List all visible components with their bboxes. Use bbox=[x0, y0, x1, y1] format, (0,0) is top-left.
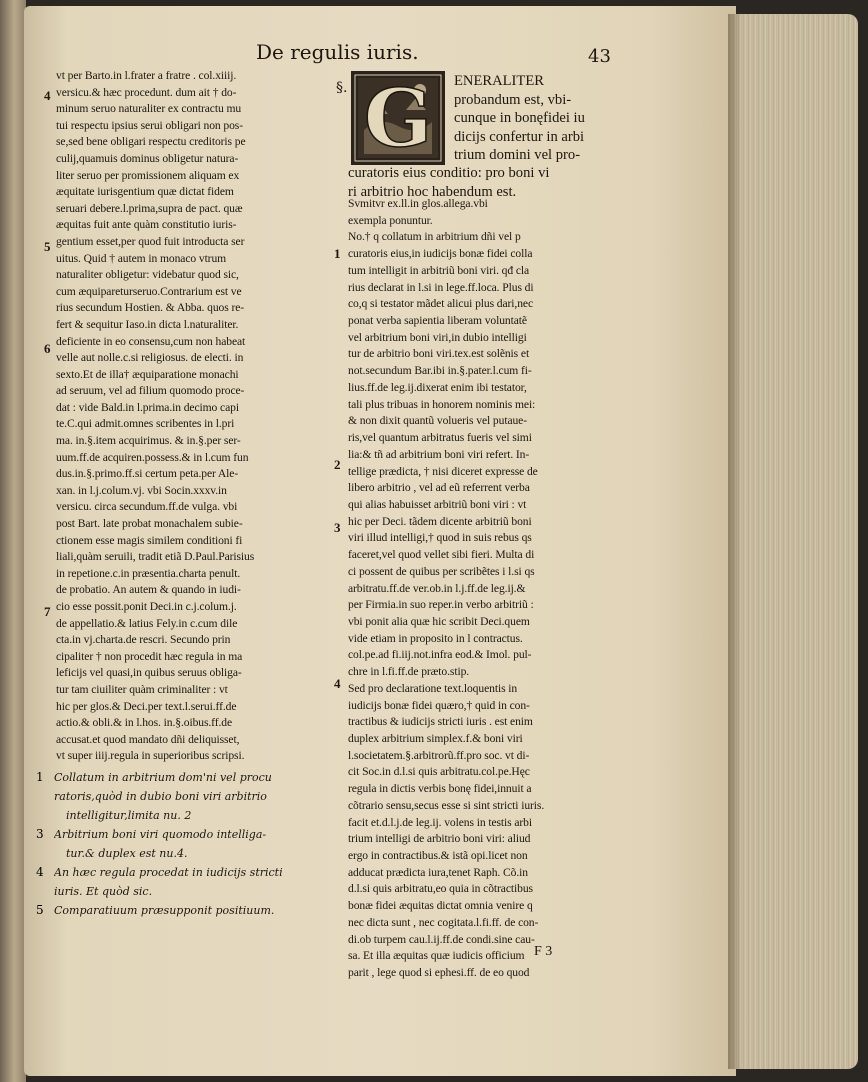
summary-line: intelligitur,limita nu. 2 bbox=[66, 809, 192, 822]
text-line: dus.in.§.primo.ff.si certum peta.per Ale- bbox=[56, 467, 239, 481]
margin-number: 5 bbox=[44, 239, 51, 254]
text-line: vt per Barto.in l.frater a fratre . col.xiiij. bbox=[56, 69, 237, 82]
text-line: not.secundum Bar.ibi in.§.pater.l.cum fi- bbox=[348, 364, 532, 378]
text-line: leficijs vel quasi,in quibus seruus obliga- bbox=[56, 666, 242, 680]
text-line: viri illud intelligi,† quod in suis rebus qs bbox=[348, 531, 532, 545]
summaria-block bbox=[36, 768, 324, 920]
text-line: Svmitvr ex.ll.in glos.allega.vbi bbox=[348, 197, 488, 210]
text-line: regula in dictis verbis bonę fidei,innuit a bbox=[348, 782, 532, 796]
text-line: naturaliter obligetur: videbatur quod sic, bbox=[56, 268, 239, 282]
initial-letter: G bbox=[363, 71, 433, 165]
text-line: versicu.& hæc procedunt. dum ait † do- bbox=[56, 85, 237, 99]
text-line: parit , lege quod si ephesi.ff. de eo quod bbox=[348, 966, 530, 980]
text-line: vbi ponit alia quæ hic scribit Deci.quem bbox=[348, 614, 530, 628]
summary-line: Collatum in arbitrium dom'ni vel procu bbox=[54, 771, 272, 784]
heading-line: dicijs confertur in arbi bbox=[454, 128, 585, 145]
summary-line: Comparatiuum præsupponit positiuum. bbox=[54, 904, 275, 917]
text-line: deficiente in eo consensu,cum non habeat bbox=[56, 334, 246, 348]
text-line: tellige prædicta, † nisi diceret expresse de bbox=[348, 464, 538, 478]
text-line: curatoris eius,in iudicijs bonæ fidei colla bbox=[348, 247, 533, 261]
text-line: lius.ff.de leg.ij.dixerat enim ibi testator, bbox=[348, 380, 527, 394]
text-line: nec dicta sunt , nec cogitata.l.fi.ff. de con- bbox=[348, 915, 539, 929]
signature-mark: F 3 bbox=[534, 944, 553, 959]
text-line: culij,quamuis dominus obligetur natura- bbox=[56, 151, 239, 165]
text-line: vel arbitrium boni viri,in dubio intelligi bbox=[348, 330, 527, 344]
summary-number: 4 bbox=[36, 865, 44, 879]
text-line: ergo in contractibus.& istã opi.licet non bbox=[348, 849, 528, 863]
heading-line: ENERALITER bbox=[454, 73, 544, 89]
summary-number: 3 bbox=[36, 827, 44, 841]
text-line: tali plus tribuas in honorem nominis mei: bbox=[348, 397, 536, 411]
summary-line: ratoris,quòd in dubio boni viri arbitrio bbox=[54, 790, 267, 803]
text-line: cta.in vj.charta.de rescri. Secundo prin bbox=[56, 633, 231, 647]
text-line: post Bart. late probat monachalem subie- bbox=[56, 517, 243, 531]
text-line: faceret,vel quod vellet sibi fieri. Multa di bbox=[348, 548, 535, 562]
text-line: Sed pro declaratione text.loquentis in bbox=[348, 681, 518, 695]
text-line: vt super iiij.regula in superioribus scripsi. bbox=[56, 749, 245, 763]
text-line: dat : vide Bald.in l.prima.in decimo capi bbox=[56, 400, 239, 414]
paragraph-mark: §. bbox=[336, 80, 348, 96]
text-line: col.pe.ad fi.iij.not.infra eod.& Imol. pul- bbox=[348, 648, 532, 662]
text-line: qui alias habuisset arbitriũ boni viri : vt bbox=[348, 497, 527, 511]
text-line: velle aut nolle.c.si religiosus. de electi. in bbox=[56, 351, 244, 365]
folio-number: 43 bbox=[588, 46, 611, 67]
text-line: uum.ff.de acquiren.possess.& in l.cum fun bbox=[56, 450, 249, 464]
text-line: de appellatio.& latius Fely.in c.cum dile bbox=[56, 616, 238, 630]
text-line: tui respectu ipsius serui obligari non pos- bbox=[56, 118, 243, 132]
text-line: duplex arbitrium simplex.f.& boni viri bbox=[348, 732, 523, 745]
left-page-edge bbox=[0, 0, 26, 1082]
summary-line: Arbitrium boni viri quomodo intelliga- bbox=[54, 828, 267, 841]
summary-number: 5 bbox=[36, 903, 44, 917]
margin-number: 2 bbox=[334, 457, 341, 472]
text-line: hic per glos.& Deci.per text.l.serui.ff.de bbox=[56, 699, 237, 713]
text-line: & non dixit quantũ volueris vel putaue- bbox=[348, 414, 527, 428]
summary-number: 1 bbox=[36, 770, 44, 784]
left-text-column bbox=[56, 68, 324, 765]
heading-line: trium domini vel pro- bbox=[454, 147, 581, 163]
text-line: rius declarat in l.si in lege.ff.loca. Plus di bbox=[348, 280, 534, 294]
margin-number: 4 bbox=[44, 88, 51, 103]
text-line: versicu. circa secundum.ff.de vulga. vbi bbox=[56, 500, 238, 514]
text-line: cipaliter † non procedit hæc regula in ma bbox=[56, 649, 243, 663]
gutter-shadow bbox=[728, 14, 742, 1069]
decorated-initial bbox=[350, 70, 446, 166]
text-line: gentium esset,per quod fuit introducta ser bbox=[56, 234, 245, 248]
running-title: De regulis iuris. bbox=[256, 40, 419, 64]
text-line: ris,vel quantum arbitratus fueris vel simi bbox=[348, 431, 532, 445]
text-line: ma. in.§.item acquirimus. & in.§.per ser- bbox=[56, 434, 241, 448]
text-line: ctionem esse magis similem conditioni fi bbox=[56, 533, 243, 547]
text-line: hic per Deci. tãdem dicente arbitriũ boni bbox=[348, 514, 532, 528]
text-line: tractibus & iudicijs stricti iuris . est enim bbox=[348, 715, 533, 729]
text-line: tur tam ciuiliter quàm criminaliter : vt bbox=[56, 682, 228, 696]
text-line: No.† q collatum in arbitrium dñi vel p bbox=[348, 230, 521, 244]
page-fore-edge bbox=[732, 14, 858, 1069]
text-line: cio esse possit.ponit Deci.in c.j.colum.j. bbox=[56, 600, 237, 613]
text-line: facit et.d.l.j.de leg.ij. volens in testis arbi bbox=[348, 815, 532, 829]
generaliter-heading bbox=[454, 72, 634, 165]
text-line: in repetione.c.in præsentia.charta penult. bbox=[56, 566, 241, 580]
text-line: lia:& tñ ad arbitrium boni viri refert. In- bbox=[348, 447, 530, 461]
summary-line: tur.& duplex est nu.4. bbox=[66, 847, 188, 860]
summary-line: iuris. Et quòd sic. bbox=[54, 885, 153, 898]
heading-line: curatoris eius conditio: pro boni vi bbox=[348, 165, 550, 181]
heading-line: probandum est, vbi- bbox=[454, 91, 572, 108]
text-line: fert & sequitur Iaso.in dicta l.naturaliter. bbox=[56, 317, 239, 331]
text-line: xan. in l.j.colum.vj. vbi Socin.xxxv.in bbox=[56, 483, 227, 497]
text-line: æquitas fuit ante quàm constitutio iuris- bbox=[56, 218, 237, 232]
text-line: cit Soc.in d.l.si quis arbitratu.col.pe.Hęc bbox=[348, 765, 530, 779]
margin-number: 7 bbox=[44, 604, 51, 619]
text-line: arbitratu.ff.de ver.ob.in l.j.ff.de leg.ij.& bbox=[348, 581, 526, 595]
text-line: per Firmia.in suo reper.in verbo arbitriũ : bbox=[348, 598, 534, 612]
text-line: uitus. Quid † autem in monaco vtrum bbox=[56, 251, 227, 265]
text-line: liter seruo per promissionem aliquam ex bbox=[56, 168, 240, 182]
margin-number: 6 bbox=[44, 341, 51, 356]
text-line: liali,quàm seruili, tradit etiã D.Paul.Parisius bbox=[56, 550, 255, 564]
text-line: de probatio. An autem & quando in iudi- bbox=[56, 583, 241, 597]
text-line: sexto.Et de illa† æquiparatione monachi bbox=[56, 367, 239, 381]
text-line: exempla ponuntur. bbox=[348, 213, 433, 227]
text-line: seruari debere.l.prima,supra de pact. quæ bbox=[56, 201, 243, 215]
heading-line: ri arbitrio hoc habendum est. bbox=[348, 183, 517, 200]
text-line: tum intelligit in arbitriũ boni viri. qđ cla bbox=[348, 263, 530, 277]
text-line: ci possent de quibus per scribẽtes i l.si qs bbox=[348, 564, 535, 578]
text-line: actio.& obli.& in l.hos. in.§.oibus.ff.de bbox=[56, 716, 233, 730]
text-line: di.ob turpem cau.l.ij.ff.de condi.sine cau- bbox=[348, 932, 535, 946]
text-line: d.l.si quis arbitratu,eo quia in cõtractibus bbox=[348, 882, 533, 896]
text-line: te.C.qui admit.omnes scribentes in l.pri bbox=[56, 417, 235, 431]
text-line: æquitate iurisgentium quæ dictat fidem bbox=[56, 185, 234, 199]
text-line: sa. Et illa æquitas quæ iudicis officium bbox=[348, 949, 525, 963]
text-line: chre in l.fi.ff.de præto.stip. bbox=[348, 665, 470, 679]
right-text-column bbox=[348, 196, 620, 982]
text-line: l.societatem.§.arbitrorũ.ff.pro soc. vt di- bbox=[348, 748, 530, 762]
text-line: rius secundum Hostien. & Abba. quos re- bbox=[56, 301, 245, 315]
text-line: ad seruum, vel ad filium quomodo proce- bbox=[56, 384, 245, 398]
text-line: minum seruo naturaliter ex contractu mu bbox=[56, 102, 242, 116]
text-line: tur de arbitrio boni viri.tex.est solẽnis et bbox=[348, 347, 530, 361]
text-line: co,q si testator mãdet alicui plus dari,nec bbox=[348, 297, 534, 311]
text-line: cõtrario sensu,secus esse si sint stricti iuris. bbox=[348, 798, 545, 812]
text-line: accusat.et quod mandato dñi deliquisset, bbox=[56, 732, 240, 746]
text-line: bonæ fidei æquitas dictat omnia venire q bbox=[348, 899, 533, 913]
margin-number: 1 bbox=[334, 246, 341, 261]
text-line: vide etiam in proposito in l contractus. bbox=[348, 631, 523, 645]
text-line: cum æquipareturseruo.Contrarium est ve bbox=[56, 284, 242, 298]
text-line: ponat verba sapientia liberam voluntatẽ bbox=[348, 314, 527, 328]
text-line: iudicijs bonæ fidei quæro,† quid in con- bbox=[348, 698, 530, 712]
heading-line: cunque in bonęfidei iu bbox=[454, 110, 585, 126]
summary-line: An hæc regula procedat in iudicijs stricti bbox=[54, 866, 283, 879]
text-line: se,sed bene obligari respectu creditoris pe bbox=[56, 135, 246, 149]
text-line: libero arbitrio , vel ad eũ referrent verba bbox=[348, 481, 530, 495]
margin-number: 3 bbox=[334, 520, 341, 535]
text-line: trium intelligi de arbitrio boni viri: aliud bbox=[348, 832, 531, 846]
text-line: adducat prædicta iura,tenet Raph. Cõ.in bbox=[348, 865, 528, 879]
margin-number: 4 bbox=[334, 676, 341, 691]
